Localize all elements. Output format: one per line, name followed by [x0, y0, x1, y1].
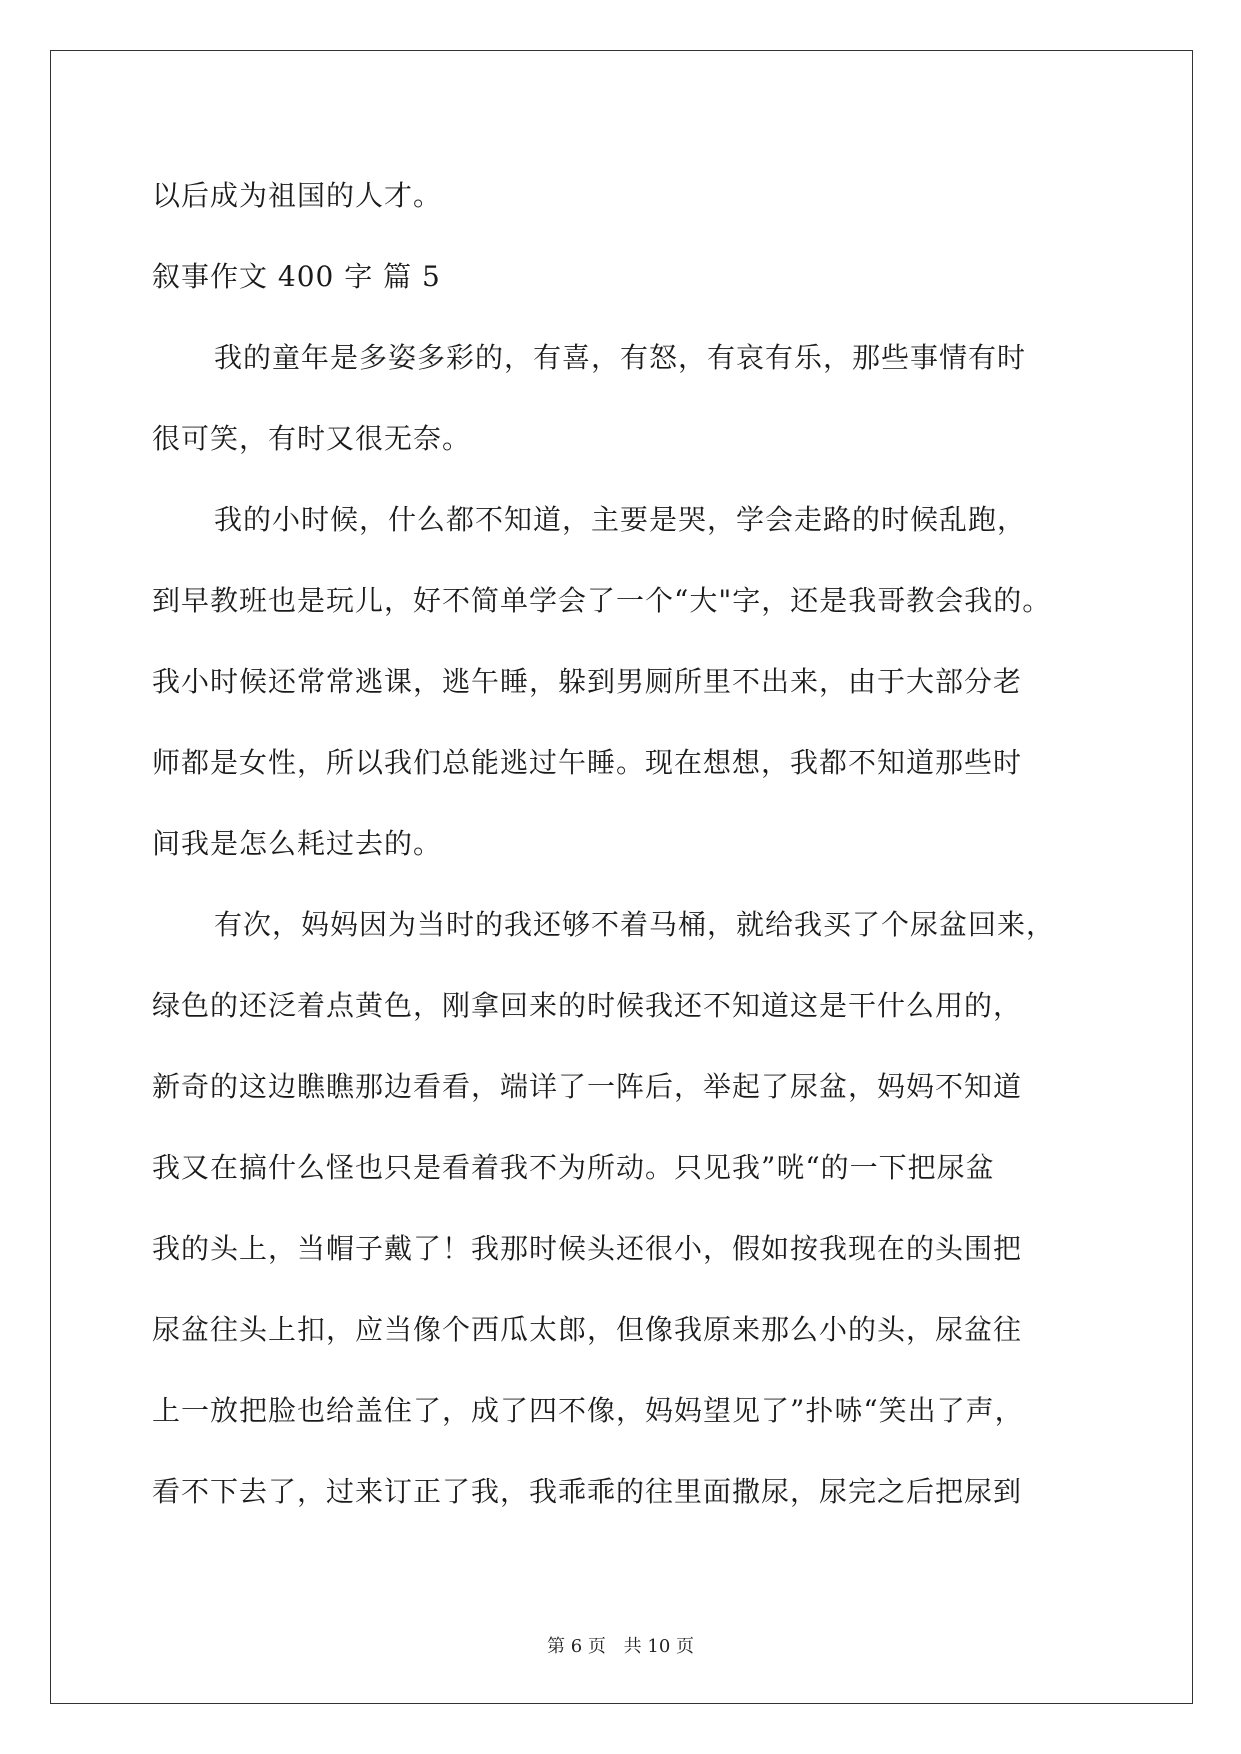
text-line: 间我是怎么耗过去的。	[152, 827, 443, 860]
text-line: 师都是女性，所以我们总能逃过午睡。现在想想，我都不知道那些时	[152, 746, 1023, 779]
page-footer	[0, 1632, 1241, 1658]
text-line: 有次，妈妈因为当时的我还够不着马桶，就给我买了个尿盆回来，	[214, 908, 1056, 941]
text-line: 以后成为祖国的人才。	[152, 179, 443, 212]
text-line: 我的小时候，什么都不知道，主要是哭，学会走路的时候乱跑，	[214, 503, 1027, 536]
section-heading: 叙事作文 400 字 篇 5	[152, 260, 441, 293]
text-line: 新奇的这边瞧瞧那边看看，端详了一阵后，举起了尿盆，妈妈不知道	[152, 1070, 1023, 1103]
text-line: 到早教班也是玩儿，好不简单学会了一个“大"字，还是我哥教会我的。	[152, 584, 1052, 617]
text-line: 我又在搞什么怪也只是看着我不为所动。只见我”咣“的一下把尿盆	[152, 1151, 995, 1184]
text-line: 我的童年是多姿多彩的，有喜，有怒，有哀有乐，那些事情有时	[214, 341, 1027, 374]
text-line: 绿色的还泛着点黄色，刚拿回来的时候我还不知道这是干什么用的，	[152, 989, 1023, 1022]
text-line: 尿盆往头上扣，应当像个西瓜太郎，但像我原来那么小的头，尿盆往	[152, 1313, 1023, 1346]
text-line: 我小时候还常常逃课，逃午睡，躲到男厕所里不出来，由于大部分老	[152, 665, 1023, 698]
page-total: 共 10 页	[623, 1636, 694, 1657]
text-line: 看不下去了，过来订正了我，我乖乖的往里面撒尿，尿完之后把尿到	[152, 1475, 1023, 1508]
page-number: 第 6 页	[547, 1636, 606, 1657]
text-line: 我的头上，当帽子戴了！我那时候头还很小，假如按我现在的头围把	[152, 1232, 1023, 1265]
text-line: 很可笑，有时又很无奈。	[152, 422, 472, 455]
document-body	[152, 155, 1092, 1532]
text-line: 上一放把脸也给盖住了，成了四不像，妈妈望见了”扑哧“笑出了声，	[152, 1394, 1024, 1427]
